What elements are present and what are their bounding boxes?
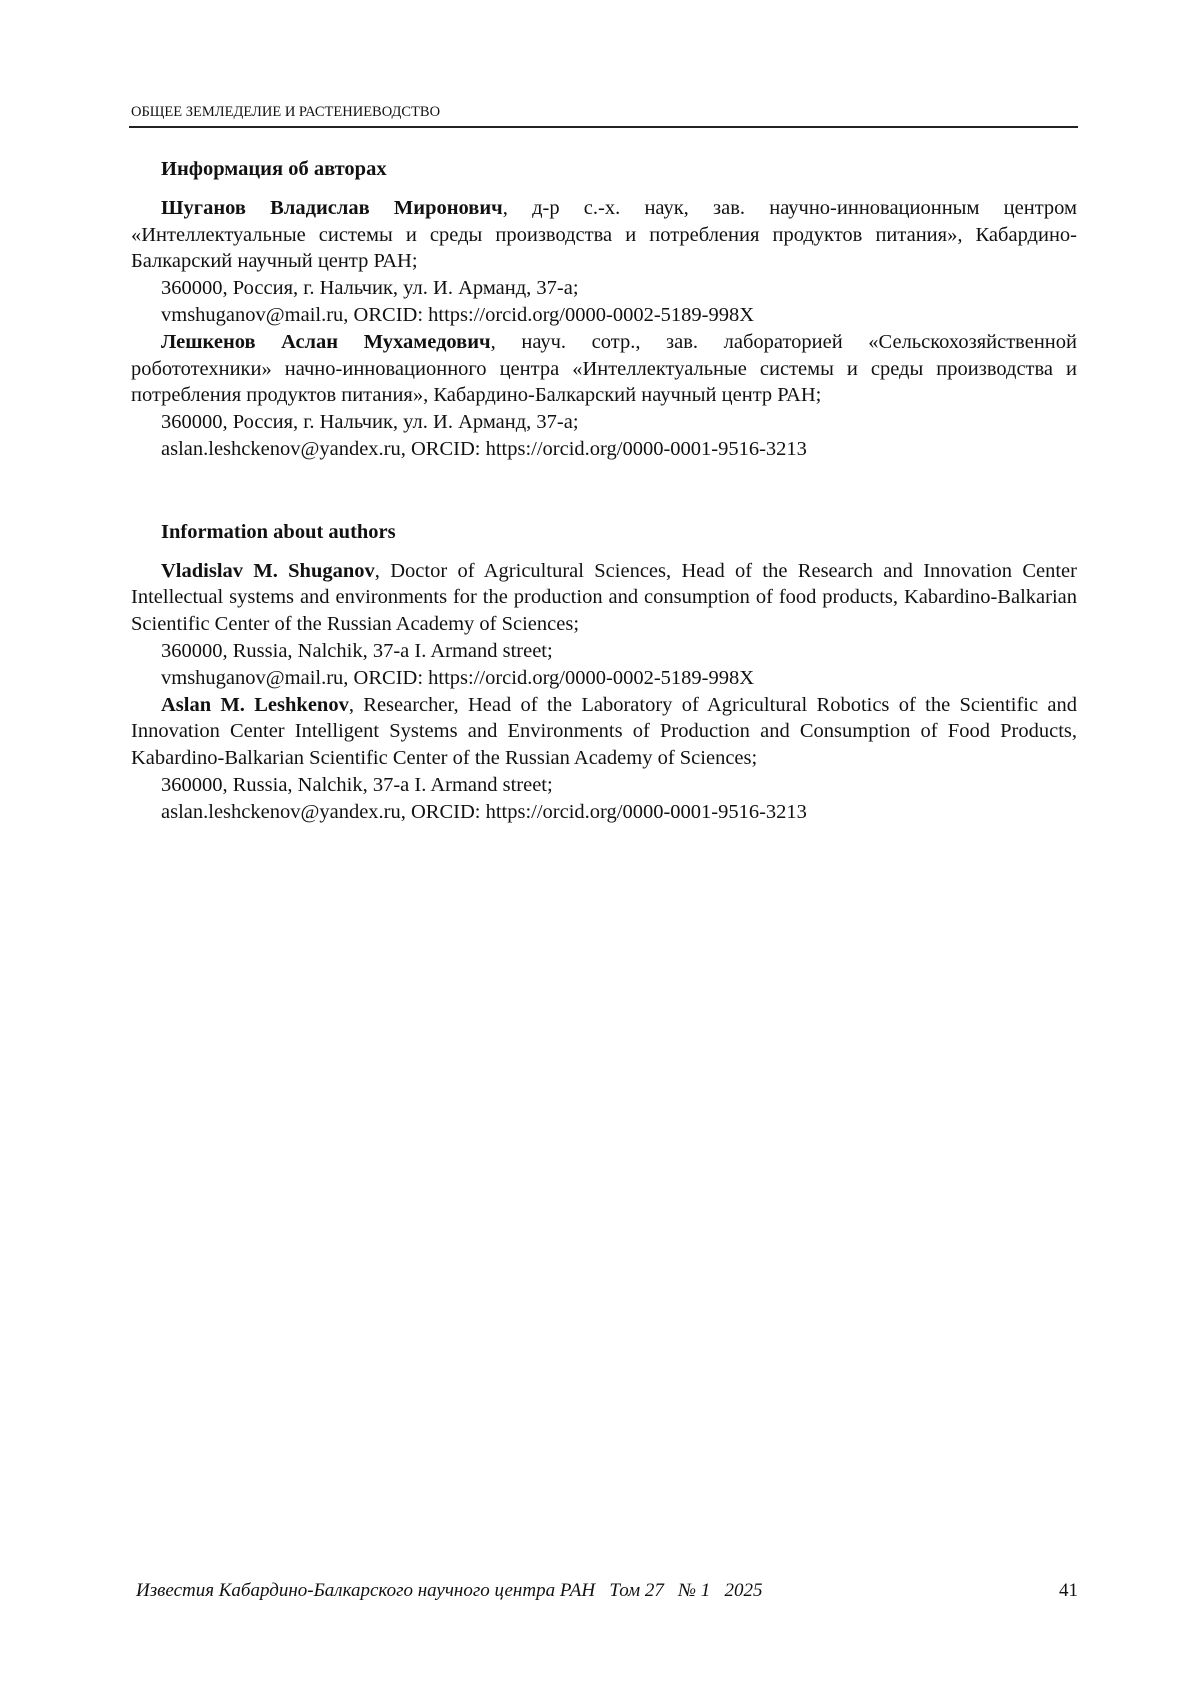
author-name: Vladislav M. Shuganov bbox=[161, 559, 375, 582]
page-content bbox=[131, 156, 1077, 826]
author-name: Aslan M. Leshkenov bbox=[161, 693, 349, 716]
author-address: 360000, Russia, Nalchik, 37-a I. Armand street; bbox=[161, 773, 553, 796]
author-address: 360000, Russia, Nalchik, 37-a I. Armand street; bbox=[161, 639, 553, 662]
author-name: Лешкенов Аслан Мухамедович bbox=[161, 330, 491, 353]
author-contact: aslan.leshckenov@yandex.ru, ORCID: https://orcid.org/0000-0001-9516-3213 bbox=[161, 800, 807, 823]
section-heading-en: Information about authors bbox=[161, 520, 396, 543]
author-entry-en-leshkenov bbox=[131, 692, 1077, 826]
journal-footer: Известия Кабардино-Балкарского научного центра РАН Том 27 № 1 2025 bbox=[136, 1580, 763, 1601]
section-heading-ru: Информация об авторах bbox=[161, 158, 387, 180]
author-description bbox=[131, 329, 1077, 409]
header-divider bbox=[129, 126, 1078, 128]
author-contact: vmshuganov@mail.ru, ORCID: https://orcid.org/0000-0002-5189-998X bbox=[161, 666, 755, 689]
author-contact: vmshuganov@mail.ru, ORCID: https://orcid.org/0000-0002-5189-998X bbox=[161, 303, 755, 326]
section-authors-ru bbox=[131, 156, 1077, 463]
author-affiliation: , д-р с.-х. наук, зав. научно-инновационным центром «Интеллектуальные системы и среды производства и потребления продуктов питания», Кабардино-Балкарский научный центр РАН; bbox=[131, 196, 1077, 273]
author-name: Шуганов Владислав Миронович bbox=[161, 196, 503, 219]
author-affiliation: , Doctor of Agricultural Sciences, Head of the Research and Innovation Center Intellectual systems and environments for the production and consumption of food products, Kabardino-Balkarian Scientific Center of the Russian Academy of Sciences; bbox=[131, 559, 1077, 636]
author-affiliation: , науч. сотр., зав. лабораторией «Сельскохозяйственной робототехники» начно-инновационного центра «Интеллектуальные системы и среды производства и потребления продуктов питания», Кабардино-Балкарский научный центр РАН; bbox=[131, 330, 1078, 407]
author-entry-ru-shuganov bbox=[131, 195, 1077, 329]
section-authors-en bbox=[131, 519, 1077, 826]
author-entry-en-shuganov bbox=[131, 558, 1077, 692]
author-address: 360000, Россия, г. Нальчик, ул. И. Арманд, 37-а; bbox=[161, 277, 579, 300]
author-entry-ru-leshkenov bbox=[131, 329, 1077, 463]
author-affiliation: , Researcher, Head of the Laboratory of Agricultural Robotics of the Scientific and Innovation Center Intelligent Systems and Environments of Production and Consumption of Food Products, Kabardino-Balkarian Scientific Center of the Russian Academy of Sciences; bbox=[131, 693, 1078, 770]
author-description bbox=[131, 692, 1077, 772]
author-description bbox=[131, 195, 1077, 275]
author-description bbox=[131, 558, 1077, 638]
page-number: 41 bbox=[1059, 1580, 1078, 1601]
author-address: 360000, Россия, г. Нальчик, ул. И. Арманд, 37-а; bbox=[161, 411, 579, 434]
author-contact: aslan.leshckenov@yandex.ru, ORCID: https://orcid.org/0000-0001-9516-3213 bbox=[161, 437, 807, 460]
running-header: ОБЩЕЕ ЗЕМЛЕДЕЛИЕ И РАСТЕНИЕВОДСТВО bbox=[131, 104, 441, 120]
